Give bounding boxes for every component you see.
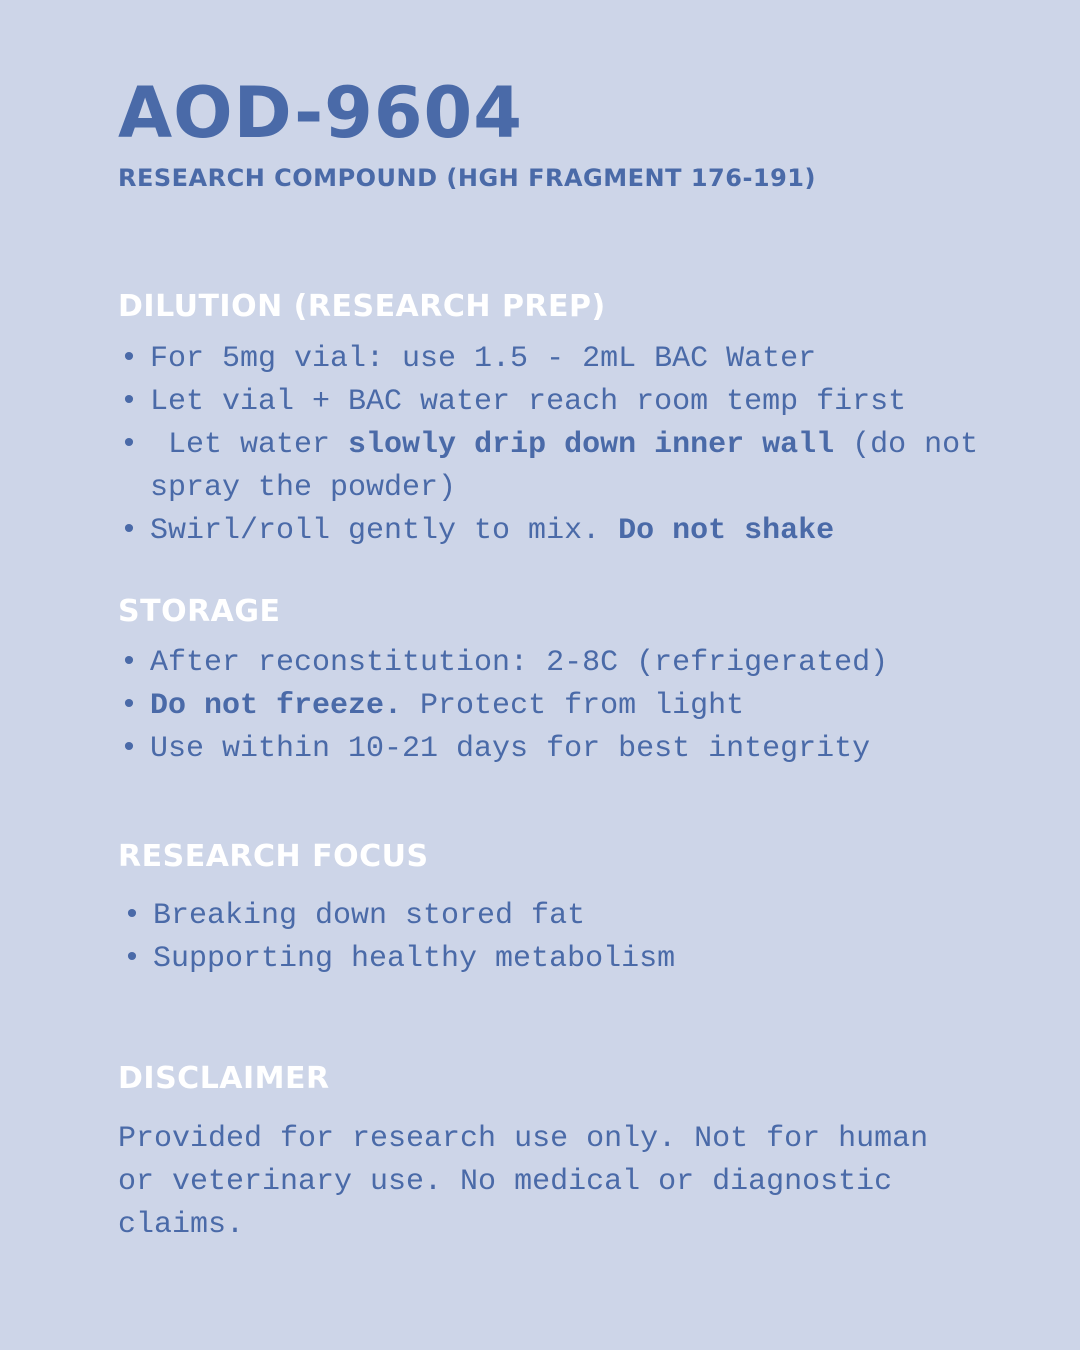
bullet-icon: • bbox=[120, 732, 139, 766]
disclaimer-heading: DISCLAIMER bbox=[118, 1061, 330, 1096]
list-item bbox=[118, 642, 998, 685]
item-text: Use within 10-21 days for best integrity bbox=[150, 732, 871, 766]
item-text: Protect from light bbox=[402, 689, 745, 723]
item-text: Swirl/roll gently to mix. bbox=[150, 514, 619, 548]
item-text: Let water bbox=[150, 428, 349, 462]
page-subtitle: RESEARCH COMPOUND (HGH FRAGMENT 176-191) bbox=[118, 164, 816, 192]
bullet-icon: • bbox=[120, 342, 139, 376]
list-item bbox=[118, 338, 998, 381]
list-item bbox=[118, 728, 998, 771]
bullet-icon: • bbox=[120, 428, 139, 462]
page-title: AOD-9604 bbox=[118, 72, 523, 154]
list-item bbox=[118, 685, 998, 728]
item-emphasis: Do not shake bbox=[618, 514, 835, 548]
focus-heading: RESEARCH FOCUS bbox=[118, 839, 429, 874]
storage-heading: STORAGE bbox=[118, 594, 281, 629]
list-item bbox=[118, 510, 998, 553]
dilution-heading: DILUTION (RESEARCH PREP) bbox=[118, 289, 606, 324]
storage-list bbox=[118, 642, 998, 771]
bullet-icon: • bbox=[120, 514, 139, 548]
focus-list bbox=[121, 895, 1001, 981]
item-text: Supporting healthy metabolism bbox=[153, 942, 676, 976]
item-emphasis: Do not freeze. bbox=[150, 689, 403, 723]
item-text: Breaking down stored fat bbox=[153, 899, 586, 933]
bullet-icon: • bbox=[120, 385, 139, 419]
bullet-icon: • bbox=[120, 689, 139, 723]
list-item bbox=[121, 895, 1001, 938]
bullet-icon: • bbox=[120, 646, 139, 680]
list-item bbox=[121, 938, 1001, 981]
item-text: Let vial + BAC water reach room temp first bbox=[150, 385, 907, 419]
item-text: For 5mg vial: use 1.5 - 2mL BAC Water bbox=[150, 342, 817, 376]
bullet-icon: • bbox=[123, 942, 142, 976]
list-item bbox=[118, 381, 998, 424]
dilution-list bbox=[118, 338, 998, 553]
bullet-icon: • bbox=[123, 899, 142, 933]
list-item bbox=[118, 424, 998, 510]
item-emphasis: slowly drip down inner wall bbox=[348, 428, 835, 462]
item-text: After reconstitution: 2-8C (refrigerated) bbox=[150, 646, 889, 680]
item-text: (do not spray the powder) bbox=[150, 428, 979, 505]
disclaimer-text: Provided for research use only. Not for human or veterinary use. No medical or diagnostic claims. bbox=[118, 1122, 929, 1242]
